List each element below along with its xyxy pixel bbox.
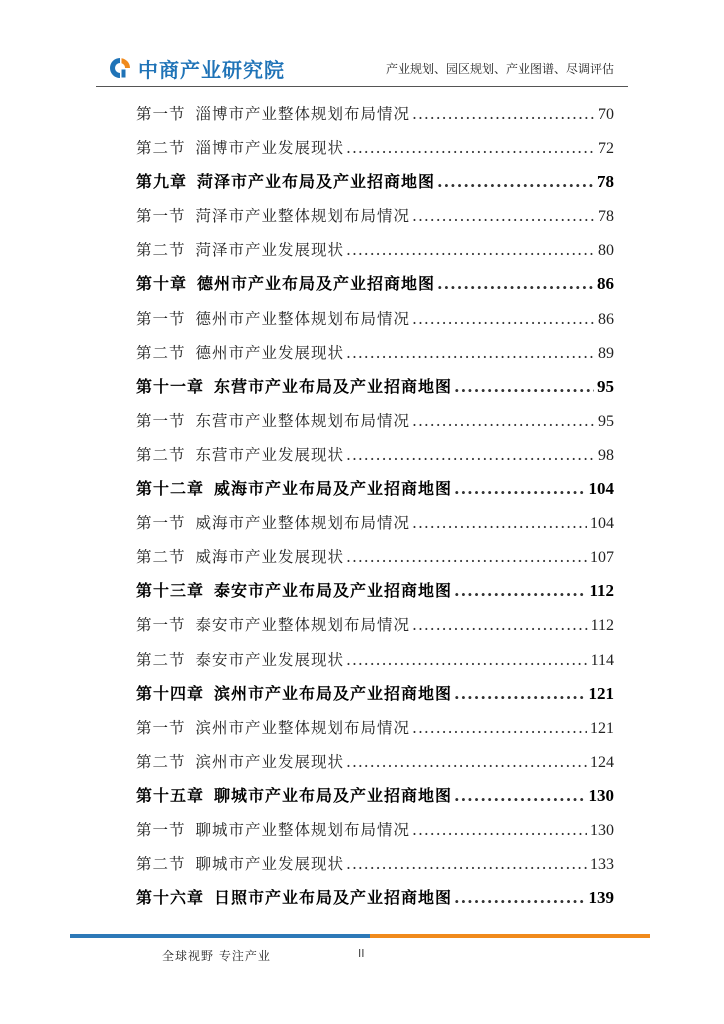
toc-entry-title: 菏泽市产业发展现状 <box>195 241 345 260</box>
toc-entry-page: 89 <box>598 344 614 362</box>
toc-entry-title: 泰安市产业布局及产业招商地图 <box>214 581 453 601</box>
toc-leader-dots <box>412 608 588 642</box>
toc-entry-number: 第十章 <box>136 274 188 294</box>
toc-entry-page: 139 <box>588 888 614 908</box>
toc-leader-dots <box>454 677 585 711</box>
toc-section-entry[interactable] <box>136 233 614 267</box>
toc-leader-dots <box>346 643 588 677</box>
toc-entry-title: 菏泽市产业布局及产业招商地图 <box>197 172 436 192</box>
toc-entry-number: 第一节 <box>136 820 186 839</box>
header-tagline: 产业规划、园区规划、产业图谱、尽调评估 <box>385 62 614 76</box>
toc-entry-number: 第一节 <box>136 411 186 430</box>
toc-leader-dots <box>412 506 587 540</box>
toc-chapter-entry[interactable] <box>136 165 614 199</box>
toc-leader-dots <box>454 881 585 915</box>
header-divider <box>96 86 628 87</box>
logo-text: 中商产业研究院 <box>138 57 285 82</box>
toc-entry-title: 聊城市产业整体规划布局情况 <box>195 820 411 839</box>
toc-entry-title: 德州市产业布局及产业招商地图 <box>197 274 436 294</box>
toc-leader-dots <box>346 847 587 881</box>
toc-chapter-entry[interactable] <box>136 881 614 915</box>
toc-chapter-entry[interactable] <box>136 472 614 506</box>
toc-entry-number: 第一节 <box>136 616 186 635</box>
toc-entry-page: 133 <box>590 856 614 874</box>
toc-entry-number: 第二节 <box>136 343 186 362</box>
toc-section-entry[interactable] <box>136 506 614 540</box>
toc-entry-number: 第二节 <box>136 752 186 771</box>
toc-entry-page: 95 <box>598 412 614 430</box>
toc-entry-title: 德州市产业整体规划布局情况 <box>195 309 411 328</box>
zhongshang-logo-icon <box>108 56 132 80</box>
toc-leader-dots <box>412 302 595 336</box>
toc-entry-number: 第十四章 <box>136 683 205 703</box>
toc-entry-title: 威海市产业整体规划布局情况 <box>195 514 411 533</box>
toc-entry-page: 78 <box>597 172 614 192</box>
toc-leader-dots <box>437 165 594 199</box>
toc-entry-title: 威海市产业发展现状 <box>195 548 345 567</box>
toc-section-entry[interactable] <box>136 643 614 677</box>
toc-entry-page: 80 <box>598 242 614 260</box>
toc-entry-page: 86 <box>597 274 614 294</box>
page-number: II <box>358 947 365 960</box>
toc-section-entry[interactable] <box>136 131 614 165</box>
toc-entry-title: 日照市产业布局及产业招商地图 <box>214 888 453 908</box>
toc-chapter-entry[interactable] <box>136 677 614 711</box>
toc-entry-title: 滨州市产业发展现状 <box>195 752 345 771</box>
toc-section-entry[interactable] <box>136 711 614 745</box>
toc-entry-number: 第一节 <box>136 309 186 328</box>
toc-chapter-entry[interactable] <box>136 574 614 608</box>
toc-chapter-entry[interactable] <box>136 267 614 301</box>
toc-entry-page: 98 <box>598 446 614 464</box>
toc-entry-title: 聊城市产业布局及产业招商地图 <box>214 785 453 805</box>
toc-leader-dots <box>346 233 595 267</box>
toc-entry-number: 第二节 <box>136 650 186 669</box>
toc-section-entry[interactable] <box>136 404 614 438</box>
toc-entry-page: 95 <box>597 376 614 396</box>
toc-entry-number: 第一节 <box>136 105 186 123</box>
page-header <box>0 0 724 92</box>
toc-leader-dots <box>346 438 595 472</box>
toc-leader-dots <box>412 404 595 438</box>
toc-entry-number: 第二节 <box>136 445 186 464</box>
toc-entry-title: 菏泽市产业整体规划布局情况 <box>195 207 411 226</box>
toc-section-entry[interactable] <box>136 97 614 131</box>
toc-entry-number: 第十二章 <box>136 479 205 499</box>
toc-entry-number: 第二节 <box>136 139 186 158</box>
toc-leader-dots <box>346 540 587 574</box>
toc-entry-title: 威海市产业布局及产业招商地图 <box>214 479 453 499</box>
footer-bar-orange <box>370 934 650 938</box>
toc-entry-page: 78 <box>598 208 614 226</box>
toc-leader-dots <box>346 131 595 165</box>
toc-section-entry[interactable] <box>136 199 614 233</box>
toc-entry-number: 第九章 <box>136 172 188 192</box>
toc-entry-number: 第十六章 <box>136 888 205 908</box>
toc-leader-dots <box>454 472 585 506</box>
toc-entry-number: 第二节 <box>136 855 186 874</box>
toc-leader-dots <box>412 97 595 131</box>
toc-entry-number: 第二节 <box>136 548 186 567</box>
toc-leader-dots <box>346 745 587 779</box>
toc-entry-number: 第十三章 <box>136 581 205 601</box>
toc-section-entry[interactable] <box>136 608 614 642</box>
toc-entry-page: 72 <box>598 140 614 158</box>
toc-leader-dots <box>412 199 595 233</box>
toc-entry-title: 泰安市产业整体规划布局情况 <box>195 616 411 635</box>
toc-entry-page: 130 <box>590 821 614 839</box>
toc-entry-number: 第一节 <box>136 718 186 737</box>
toc-entry-page: 112 <box>590 617 614 635</box>
toc-section-entry[interactable] <box>136 745 614 779</box>
toc-leader-dots <box>454 370 594 404</box>
toc-entry-page: 104 <box>588 479 614 499</box>
toc-entry-page: 104 <box>590 515 614 533</box>
toc-entry-title: 聊城市产业发展现状 <box>195 855 345 874</box>
toc-entry-title: 东营市产业布局及产业招商地图 <box>214 376 453 396</box>
footer-slogan: 全球视野 专注产业 <box>162 949 271 963</box>
toc-entry-page: 121 <box>590 719 614 737</box>
toc-entry-page: 112 <box>589 581 614 601</box>
toc-entry-title: 淄博市产业发展现状 <box>195 139 345 158</box>
toc-leader-dots <box>346 336 595 370</box>
toc-entry-title: 泰安市产业发展现状 <box>195 650 345 669</box>
toc-entry-title: 淄博市产业整体规划布局情况 <box>195 105 411 123</box>
toc-section-entry[interactable] <box>136 336 614 370</box>
toc-entry-number: 第十五章 <box>136 785 205 805</box>
toc-entry-page: 86 <box>598 310 614 328</box>
toc-section-entry[interactable] <box>136 540 614 574</box>
toc-section-entry[interactable] <box>136 302 614 336</box>
toc-entry-number: 第一节 <box>136 207 186 226</box>
toc-section-entry[interactable] <box>136 813 614 847</box>
toc-entry-title: 东营市产业整体规划布局情况 <box>195 411 411 430</box>
toc-chapter-entry[interactable] <box>136 370 614 404</box>
toc-entry-title: 滨州市产业整体规划布局情况 <box>195 718 411 737</box>
toc-leader-dots <box>412 711 587 745</box>
toc-entry-page: 107 <box>590 549 614 567</box>
footer-bar-blue <box>70 934 370 938</box>
toc-entry-page: 70 <box>598 106 614 123</box>
toc-leader-dots <box>454 779 585 813</box>
toc-entry-title: 德州市产业发展现状 <box>195 343 345 362</box>
toc-entry-title: 滨州市产业布局及产业招商地图 <box>214 683 453 703</box>
toc-entry-page: 114 <box>590 651 614 669</box>
toc-leader-dots <box>437 267 594 301</box>
toc-entry-page: 124 <box>590 753 614 771</box>
toc-section-entry[interactable] <box>136 847 614 881</box>
toc-leader-dots <box>412 813 587 847</box>
logo <box>108 52 285 84</box>
toc-entry-number: 第十一章 <box>136 376 205 396</box>
toc-entry-number: 第一节 <box>136 514 186 533</box>
toc-entry-title: 东营市产业发展现状 <box>195 445 345 464</box>
toc-chapter-entry[interactable] <box>136 779 614 813</box>
toc-leader-dots <box>454 574 586 608</box>
toc-section-entry[interactable] <box>136 438 614 472</box>
toc-entry-page: 121 <box>588 683 614 703</box>
table-of-contents <box>136 97 614 915</box>
toc-entry-page: 130 <box>588 785 614 805</box>
toc-entry-number: 第二节 <box>136 241 186 260</box>
